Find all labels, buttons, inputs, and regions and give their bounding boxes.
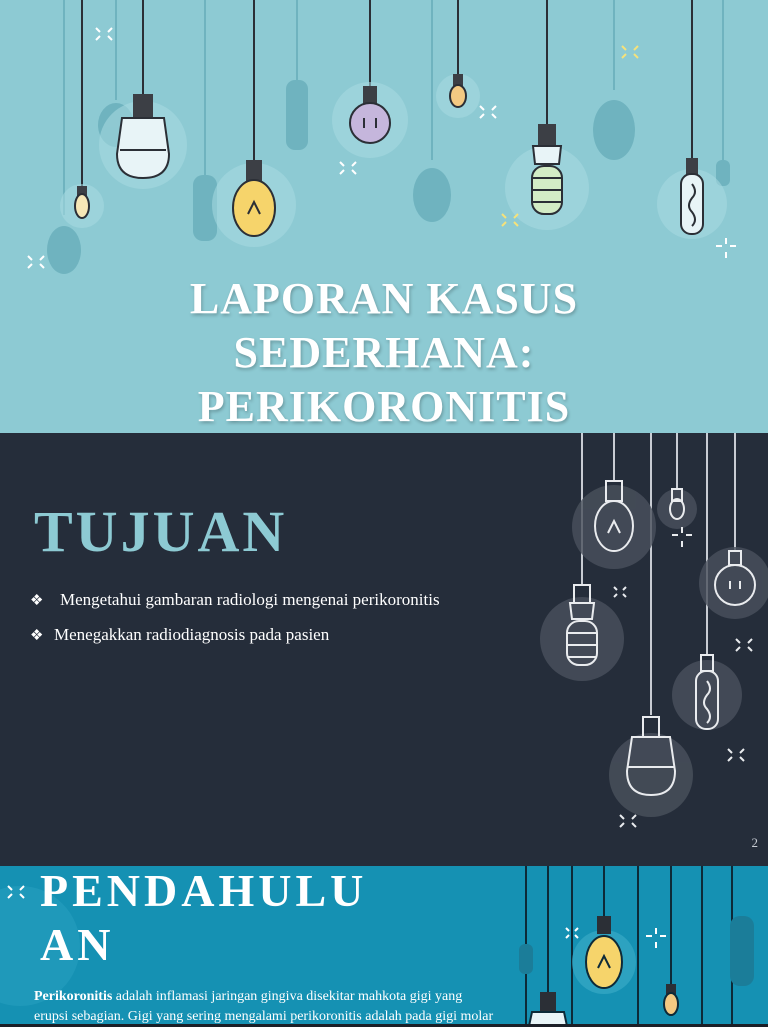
bullet-text: Menegakkan radiodiagnosis pada pasien [54, 625, 330, 644]
light-bulb-icon [75, 186, 89, 218]
slide-1-title [0, 0, 768, 433]
light-bulb-icon [681, 158, 703, 234]
page-number: 2 [751, 835, 758, 850]
light-bulb-icon [529, 992, 567, 1024]
bullet-item [30, 590, 440, 610]
title-line: AN [40, 919, 115, 970]
light-bulb-icon [532, 124, 562, 214]
paragraph-line [34, 987, 534, 1007]
title-line: PENDAHULU [40, 865, 368, 916]
light-bulb-icon [664, 984, 678, 1015]
diamond-bullet-icon: ❖ [30, 628, 44, 644]
slide-title [0, 272, 768, 433]
intro-paragraph [34, 987, 534, 1027]
key-term: Perikoronitis [34, 989, 113, 1004]
paragraph-text: adalah inflamasi jaringan gingiva disekitar mahkota gigi yang [112, 989, 463, 1004]
paragraph-line: erupsi sebagian. Gigi yang sering mengalami perikoronitis adalah pada gigi molar [34, 1009, 494, 1024]
title-line: SEDERHANA: [233, 328, 535, 377]
slide-title: TUJUAN [34, 499, 288, 564]
bullet-item [30, 625, 329, 645]
slide-title [40, 864, 367, 972]
title-line: PERIKORONITIS [197, 382, 571, 431]
title-line: LAPORAN KASUS [189, 274, 579, 323]
bullet-text: Mengetahui gambaran radiologi mengenai perikoronitis [60, 590, 440, 609]
diamond-bullet-icon: ❖ [30, 593, 44, 609]
light-bulb-icon [586, 916, 622, 988]
